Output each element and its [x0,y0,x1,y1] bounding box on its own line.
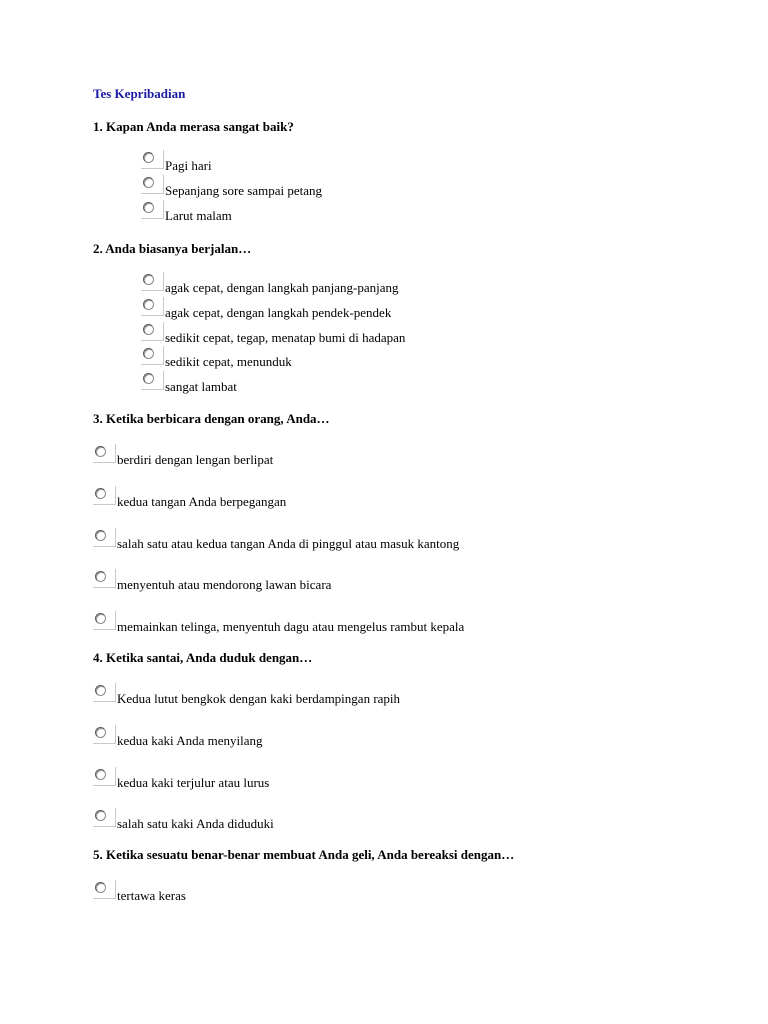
radio-button[interactable] [93,486,116,505]
radio-circle-icon [143,177,154,188]
radio-button[interactable] [93,725,116,744]
radio-circle-icon [95,488,106,499]
radio-circle-icon [143,152,154,163]
question-4-label: 4. Ketika santai, Anda duduk dengan… [93,650,313,665]
radio-circle-icon [95,810,106,821]
radio-circle-icon [95,727,106,738]
question-1-label: 1. Kapan Anda merasa sangat baik? [93,119,294,134]
radio-circle-icon [95,446,106,457]
radio-circle-icon [95,882,106,893]
option-label: Sepanjang sore sampai petang [165,183,323,198]
option-label: kedua kaki Anda menyilang [117,733,263,748]
radio-circle-icon [95,685,106,696]
radio-circle-icon [95,530,106,541]
radio-button[interactable] [93,808,116,827]
radio-circle-icon [95,769,106,780]
radio-circle-icon [143,373,154,384]
radio-button[interactable] [93,611,116,630]
radio-circle-icon [95,571,106,582]
page-title: Tes Kepribadian [93,86,186,101]
option-label: sedikit cepat, tegap, menatap bumi di hadapan [165,330,406,345]
radio-circle-icon [143,324,154,335]
option-label: agak cepat, dengan langkah panjang-panjang [165,280,399,295]
option-label: kedua kaki terjulur atau lurus [117,775,270,790]
option-label: sangat lambat [165,379,237,394]
option-label: menyentuh atau mendorong lawan bicara [117,577,332,592]
radio-button[interactable] [141,200,164,219]
radio-button[interactable] [141,150,164,169]
question-5-label: 5. Ketika sesuatu benar-benar membuat Anda geli, Anda bereaksi dengan… [93,847,515,862]
radio-button[interactable] [141,175,164,194]
radio-button[interactable] [141,272,164,291]
radio-button[interactable] [93,528,116,547]
question-2-label: 2. Anda biasanya berjalan… [93,241,252,256]
option-label: Pagi hari [165,158,212,173]
option-label: salah satu atau kedua tangan Anda di pinggul atau masuk kantong [117,536,460,551]
option-label: Larut malam [165,208,232,223]
option-label: salah satu kaki Anda diduduki [117,816,274,831]
option-label: kedua tangan Anda berpegangan [117,494,287,509]
option-label: sedikit cepat, menunduk [165,354,292,369]
question-3-label: 3. Ketika berbicara dengan orang, Anda… [93,411,330,426]
radio-circle-icon [143,299,154,310]
radio-button[interactable] [93,880,116,899]
radio-circle-icon [95,613,106,624]
radio-button[interactable] [141,346,164,365]
radio-button[interactable] [93,444,116,463]
radio-button[interactable] [141,322,164,341]
radio-button[interactable] [93,767,116,786]
option-label: tertawa keras [117,888,186,903]
radio-button[interactable] [141,371,164,390]
option-label: agak cepat, dengan langkah pendek-pendek [165,305,392,320]
radio-circle-icon [143,348,154,359]
option-label: berdiri dengan lengan berlipat [117,452,274,467]
radio-circle-icon [143,202,154,213]
option-label: memainkan telinga, menyentuh dagu atau mengelus rambut kepala [117,619,465,634]
radio-button[interactable] [93,683,116,702]
radio-button[interactable] [93,569,116,588]
option-label: Kedua lutut bengkok dengan kaki berdampingan rapih [117,691,401,706]
radio-button[interactable] [141,297,164,316]
radio-circle-icon [143,274,154,285]
